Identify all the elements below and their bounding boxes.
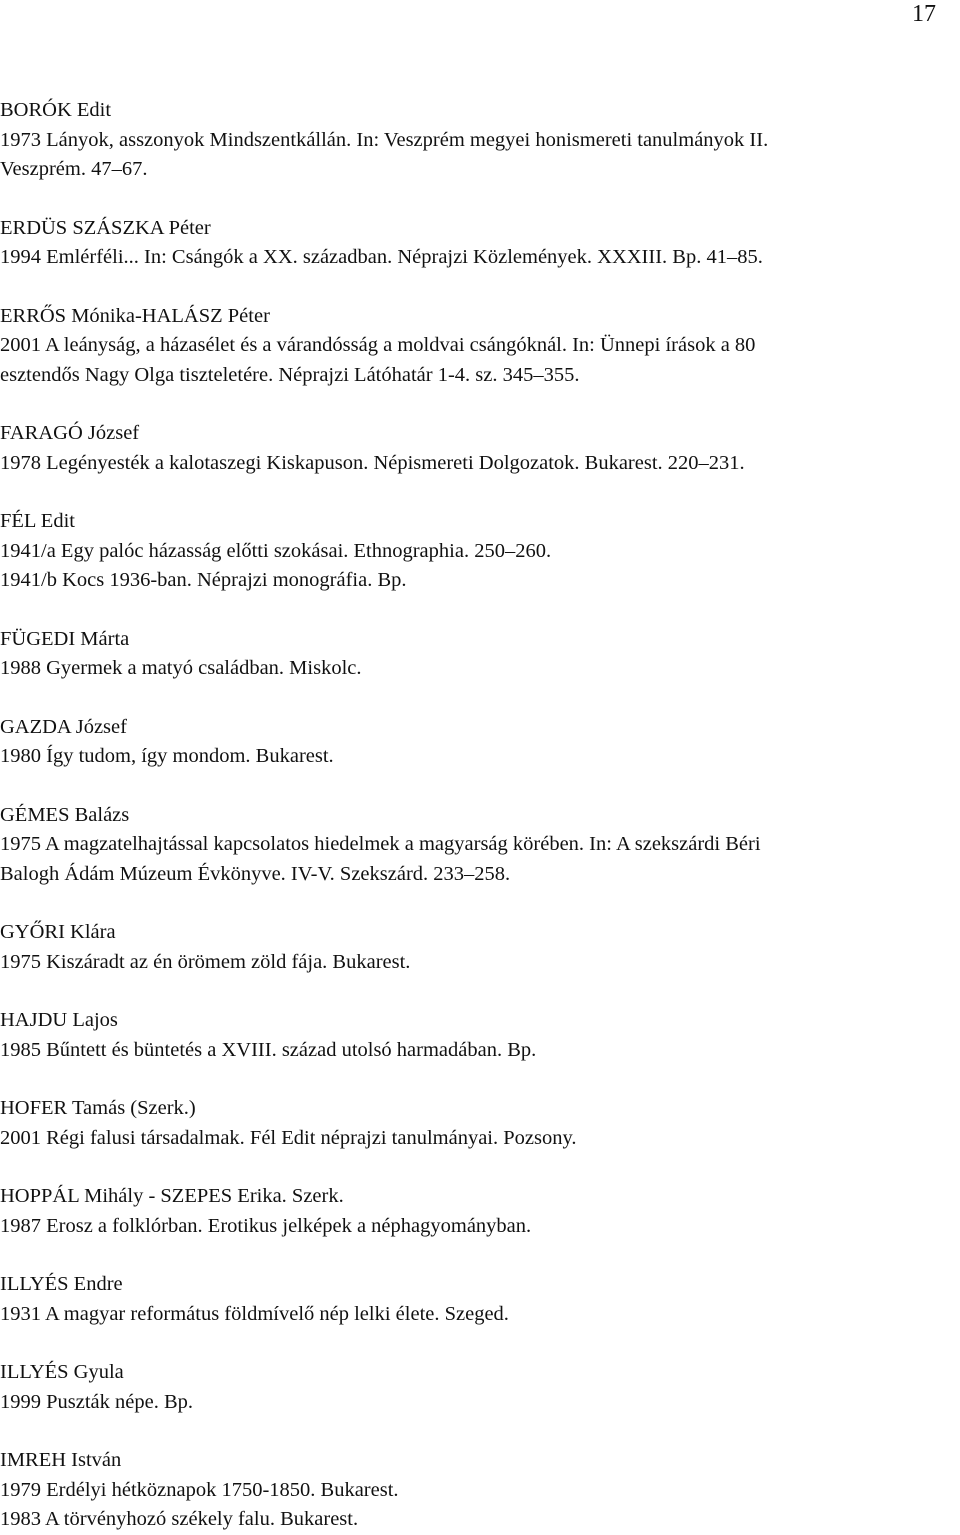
bibliography-entry — [0, 1358, 952, 1417]
entry-author: GAZDA József — [0, 715, 127, 738]
page-number: 17 — [912, 1, 936, 27]
entry-text-line: 1973 Lányok, asszonyok Mindszentkállán. In: Veszprém megyei honismereti tanulmányok II. — [0, 128, 769, 151]
bibliography-entry — [0, 918, 952, 977]
entry-text-line: 1979 Erdélyi hétköznapok 1750-1850. Bukarest. — [0, 1478, 399, 1501]
entry-author: FÜGEDI Márta — [0, 627, 130, 650]
entry-author: ERDÜS SZÁSZKA Péter — [0, 216, 211, 239]
entry-text-line: 1931 A magyar református földmívelő nép lelki élete. Szeged. — [0, 1302, 509, 1325]
entry-text-line: 1987 Erosz a folklórban. Erotikus jelképek a néphagyományban. — [0, 1214, 532, 1237]
bibliography-entry — [0, 625, 952, 684]
entry-text-line: 1941/b Kocs 1936-ban. Néprajzi monográfia. Bp. — [0, 569, 407, 591]
entry-author: ILLYÉS Endre — [0, 1273, 123, 1295]
entry-author: FARAGÓ József — [0, 422, 140, 444]
entry-author: HAJDU Lajos — [0, 1009, 118, 1031]
bibliography-entry — [0, 96, 952, 185]
entry-text-line: Balogh Ádám Múzeum Évkönyve. IV-V. Szekszárd. 233–258. — [0, 862, 511, 885]
bibliography-entry — [0, 801, 952, 890]
entry-author: HOFER Tamás (Szerk.) — [0, 1097, 196, 1119]
bibliography-entry — [0, 1006, 952, 1065]
entry-text-line: 1975 Kiszáradt az én örömem zöld fája. Bukarest. — [0, 950, 411, 973]
entry-author: GYŐRI Klára — [0, 921, 116, 943]
entry-author: FÉL Edit — [0, 510, 75, 532]
entry-text-line: 2001 A leányság, a házasélet és a várandósság a moldvai csángóknál. In: Ünnepi írások a 80 — [0, 334, 756, 356]
entry-author: BORÓK Edit — [0, 99, 112, 121]
bibliography-list — [0, 96, 952, 1535]
entry-text-line: 1941/a Egy palóc házasság előtti szokásai. Ethnographia. 250–260. — [0, 539, 552, 562]
bibliography-entry — [0, 419, 952, 478]
entry-text-line: 1985 Bűntett és büntetés a XVIII. század utolsó harmadában. Bp. — [0, 1038, 537, 1061]
entry-text-line: 1980 Így tudom, így mondom. Bukarest. — [0, 745, 334, 767]
bibliography-entry — [0, 302, 952, 391]
entry-text-line: 1978 Legényesték a kalotaszegi Kiskapuson. Népismereti Dolgozatok. Bukarest. 220–231. — [0, 451, 745, 474]
entry-text-line: 1999 Puszták népe. Bp. — [0, 1390, 194, 1413]
entry-text-line: 1975 A magzatelhajtással kapcsolatos hiedelmek a magyarság körében. In: A szekszárdi Béri — [0, 833, 761, 855]
entry-text-line: esztendős Nagy Olga tiszteletére. Néprajzi Látóhatár 1-4. sz. 345–355. — [0, 363, 580, 386]
entry-author: ERRŐS Mónika-HALÁSZ Péter — [0, 304, 270, 327]
entry-author: IMREH István — [0, 1449, 122, 1471]
bibliography-entry — [0, 713, 952, 772]
entry-text-line: 1988 Gyermek a matyó családban. Miskolc. — [0, 657, 362, 679]
entry-author: HOPPÁL Mihály - SZEPES Erika. Szerk. — [0, 1185, 344, 1207]
bibliography-entry — [0, 507, 952, 596]
bibliography-entry — [0, 214, 952, 273]
bibliography-entry — [0, 1446, 952, 1535]
bibliography-entry — [0, 1182, 952, 1241]
entry-author: ILLYÉS Gyula — [0, 1361, 124, 1383]
bibliography-entry — [0, 1270, 952, 1329]
entry-text-line: 1994 Emlérféli... In: Csángók a XX. században. Néprajzi Közlemények. XXXIII. Bp. 41–85. — [0, 246, 763, 268]
entry-author: GÉMES Balázs — [0, 803, 130, 826]
bibliography-entry — [0, 1094, 952, 1153]
entry-text-line: 1983 A törvényhozó székely falu. Bukarest. — [0, 1508, 359, 1530]
entry-text-line: 2001 Régi falusi társadalmak. Fél Edit néprajzi tanulmányai. Pozsony. — [0, 1126, 577, 1149]
entry-text-line: Veszprém. 47–67. — [0, 158, 148, 180]
